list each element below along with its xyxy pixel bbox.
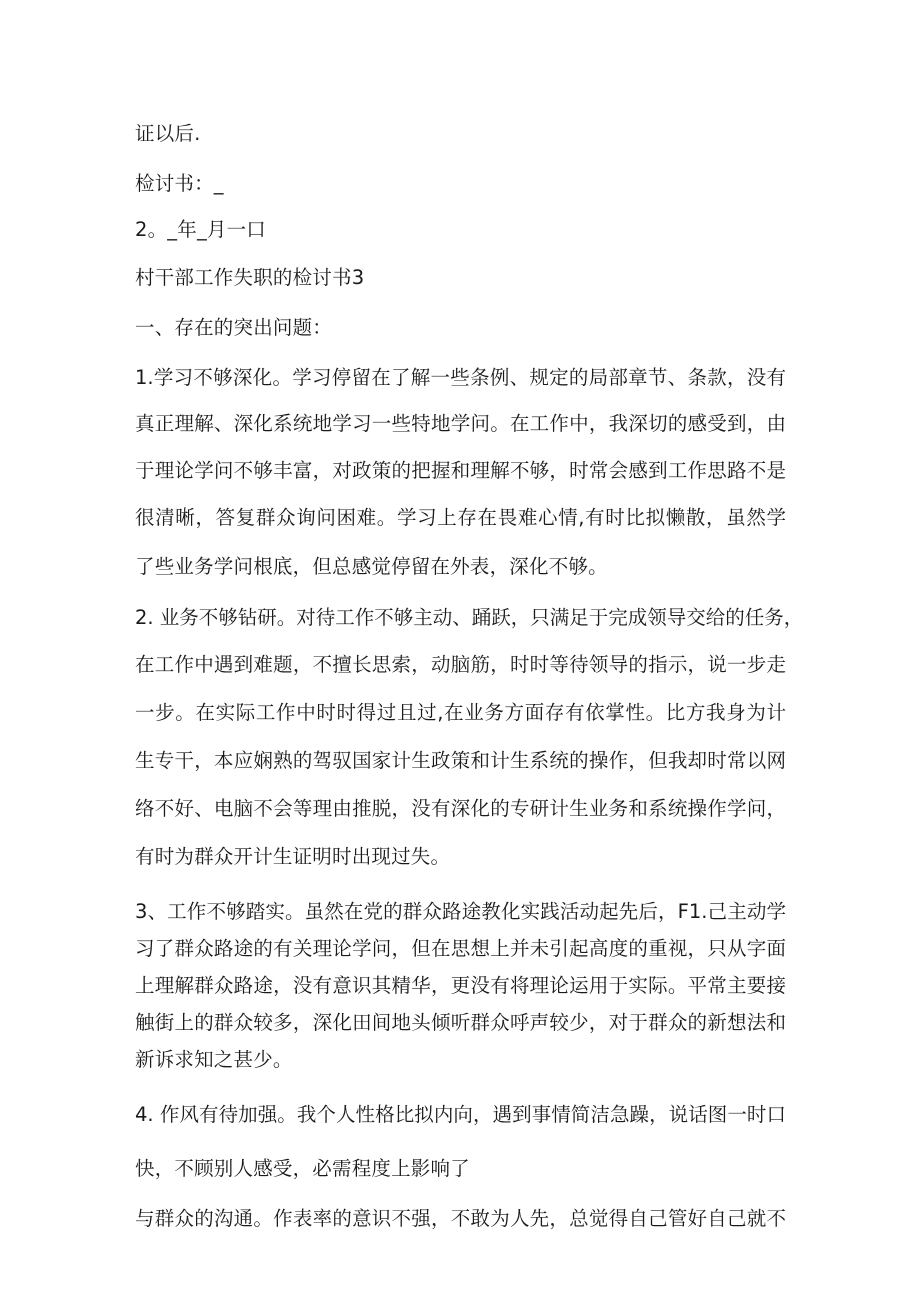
text-line: 2。_年_月一口: [135, 218, 267, 241]
paragraph-1-line: 于理论学问不够丰富，对政策的把握和理解不够，时常会感到工作思路不是: [135, 459, 786, 482]
paragraph-2-line: 在工作中遇到难题，不擅长思索，动脑筋，时时等待领导的指示，说一步走: [135, 653, 786, 676]
paragraph-3-line: 上理解群众路途，没有意识其精华，更没有将理论运用于实际。平常主要接: [135, 974, 786, 997]
section-heading: 一、存在的突出问题：: [135, 316, 333, 339]
paragraph-4-line: 4. 作风有待加强。我个人性格比拟内向，遇到事情简洁急躁，说话图一时口: [135, 1103, 786, 1126]
paragraph-1-line: 很清晰，答复群众询问困难。学习上存在畏难心情,有时比拟懒散，虽然学: [135, 506, 786, 529]
paragraph-3-line: 习了群众路途的有关理论学问，但在思想上并未引起高度的重视，只从字面: [135, 937, 786, 960]
paragraph-1-line: 了些业务学问根底，但总感觉停留在外表，深化不够。: [135, 555, 608, 578]
section-title: 村干部工作失职的检讨书3: [135, 266, 365, 289]
paragraph-1-line: 1.学习不够深化。学习停留在了解一些条例、规定的局部章节、条款，没有: [135, 366, 786, 389]
paragraph-4-line: 快，不顾别人感受，必需程度上影响了: [135, 1157, 470, 1180]
paragraph-2-line: 一步。在实际工作中时时得过且过,在业务方面存有依掌性。比方我身为计: [135, 701, 786, 724]
paragraph-1-line: 真正理解、深化系统地学习一些特地学问。在工作中，我深切的感受到，由: [135, 412, 786, 435]
paragraph-2-line: 有时为群众开计生证明时出现过失。: [135, 845, 451, 868]
paragraph-2-line: 2. 业务不够钻研。对待工作不够主动、踊跃，只满足于完成领导交给的任务，: [135, 606, 804, 629]
paragraph-3-line: 3、工作不够踏实。虽然在党的群众路途教化实践活动起先后，F1.己主动学: [135, 900, 786, 923]
paragraph-4-line: 与群众的沟通。作表率的意识不强，不敢为人先，总觉得自己管好自己就不: [135, 1207, 786, 1230]
paragraph-2-line: 络不好、电脑不会等理由推脱，没有深化的专研计生业务和系统操作学问，: [135, 797, 786, 820]
text-line: 检讨书：_: [135, 172, 224, 195]
paragraph-3-line: 新诉求知之甚少。: [135, 1048, 293, 1071]
paragraph-2-line: 生专干，本应娴熟的驾驭国家计生政策和计生系统的操作，但我却时常以网: [135, 749, 786, 772]
paragraph-3-line: 触街上的群众较多，深化田间地头倾听群众呼声较少，对于群众的新想法和: [135, 1011, 786, 1034]
text-line: 证以后.: [135, 122, 201, 145]
